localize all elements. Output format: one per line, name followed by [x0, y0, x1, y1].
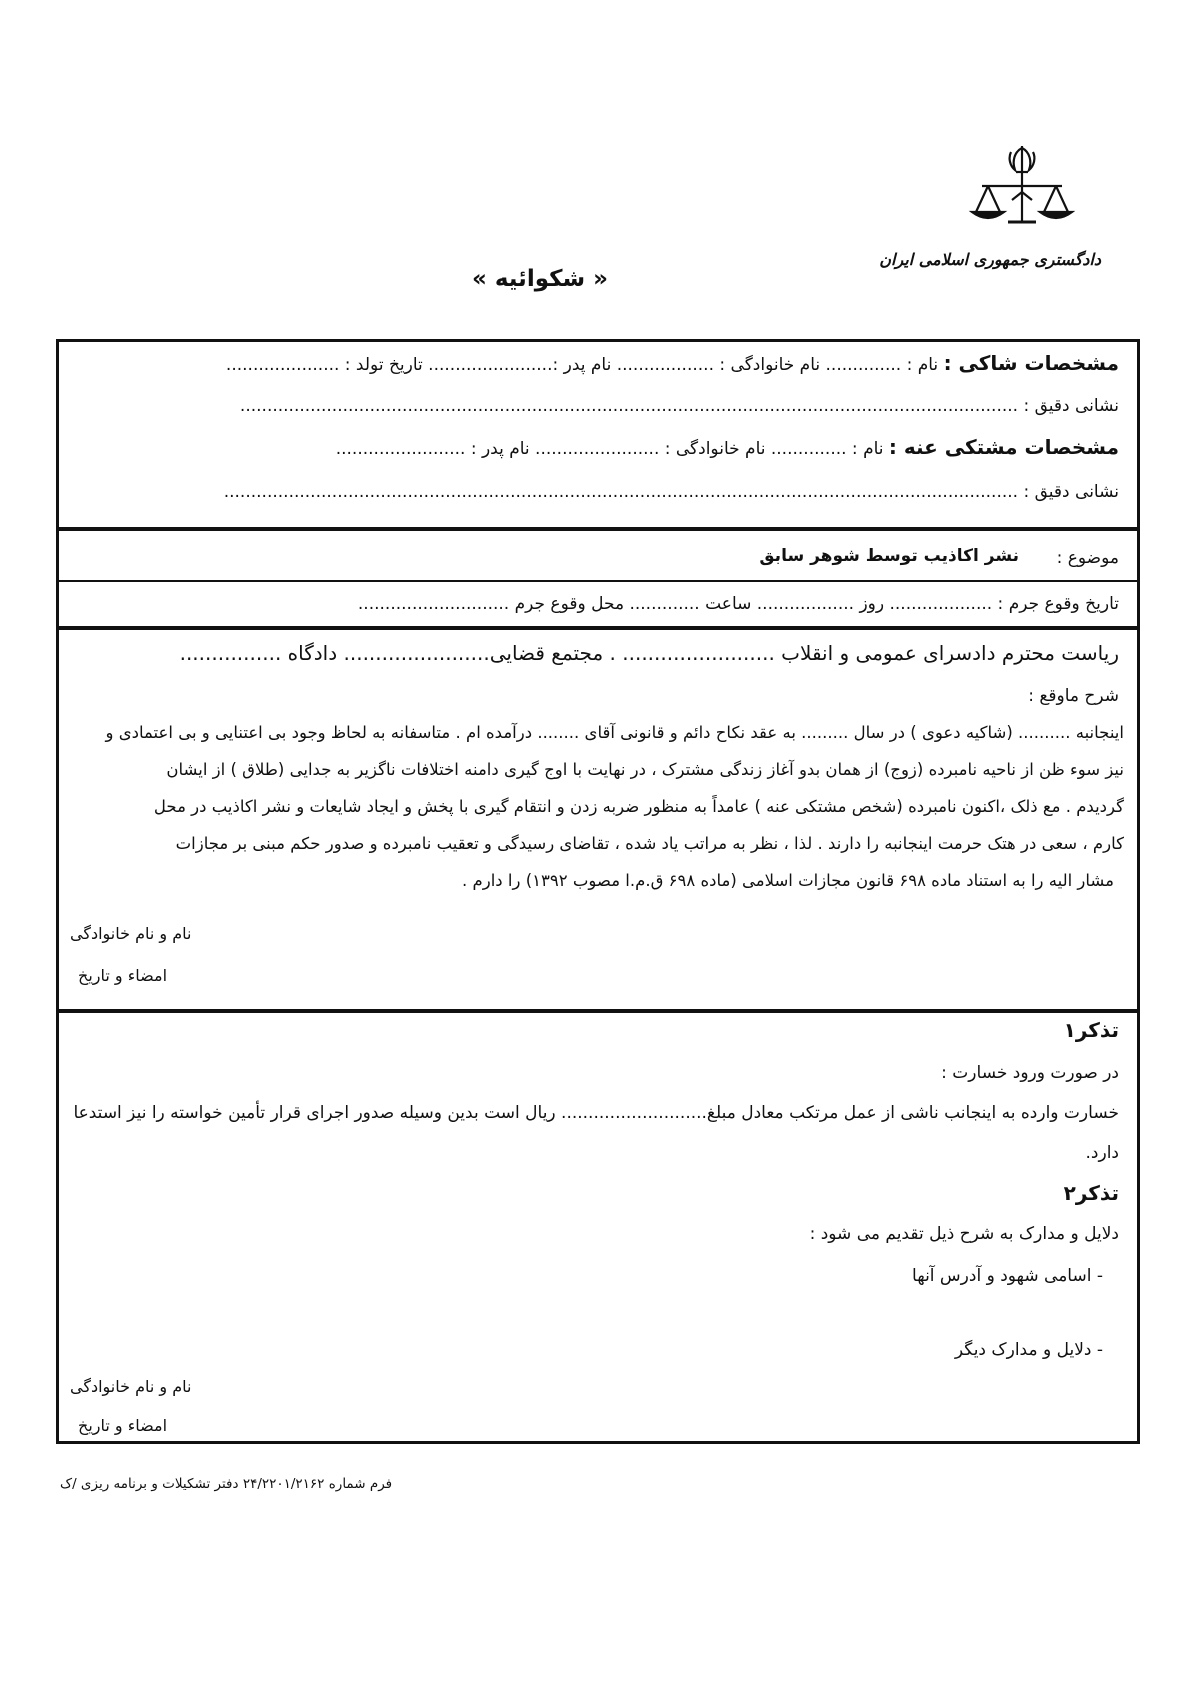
defendant-details: نام : .............. نام خانوادگی : ....................... نام پدر : ........................ — [335, 439, 884, 459]
complainant-heading: مشخصات شاکی : — [943, 351, 1119, 375]
subject-label: موضوع : — [1056, 548, 1119, 568]
form-number-footer: فرم شماره ۲۴/۲۲۰۱/۲۱۶۲ دفتر تشکیلات و برنامه ریزی /ک — [60, 1476, 393, 1492]
defendant-heading: مشخصات مشتکی عنه : — [888, 435, 1119, 459]
signature-sign-label: امضاء و تاریخ — [78, 966, 168, 985]
section-divider — [56, 626, 1140, 630]
subject-value: نشر اکاذیب توسط شوهر سابق — [759, 546, 1019, 566]
note-1-line-3: دارد. — [1085, 1143, 1119, 1163]
description-line: گردیدم . مع ذلک ،اکنون نامبرده (شخص مشتکی عنه ) عامداً به منظور ضربه زدن و انتقام گیری با پخش و ایجاد شایعات و نشر اکاذیب در محل — [153, 797, 1124, 816]
defendant-details-row — [336, 435, 1119, 461]
judiciary-emblem-icon — [968, 142, 1076, 238]
addressee-line: ریاست محترم دادسرای عمومی و انقلاب ........................ . مجتمع قضایی....................... دادگاه ................ — [179, 641, 1119, 665]
complainant-address: نشانی دقیق : ................................................................................................................................................ — [239, 396, 1119, 416]
description-line: اینجانبه .......... (شاکیه دعوی ) در سال ......... به عقد نکاح دائم و قانونی آقای ........ درآمده ام . متاسفانه به لحاظ وجود بی اعتنایی و بی اعتمادی و — [105, 723, 1124, 742]
form-title: « شکوائیه » — [471, 266, 608, 292]
note-2-item-witnesses: - اسامی شهود و آدرس آنها — [912, 1266, 1103, 1286]
crime-time-row: تاریخ وقوع جرم : ................... روز .................. ساعت ............. محل وقوع جرم ............................ — [357, 594, 1119, 614]
signature-sign-label: امضاء و تاریخ — [78, 1416, 168, 1435]
note-2-line-1: دلایل و مدارک به شرح ذیل تقدیم می شود : — [809, 1224, 1119, 1244]
defendant-address: نشانی دقیق : ................................................................................................................................................... — [223, 482, 1119, 502]
note-2-item-evidence: - دلایل و مدارک دیگر — [954, 1340, 1103, 1360]
description-line: مشار الیه را به استناد ماده ۶۹۸ قانون مجازات اسلامی (ماده ۶۹۸ ق.م.ا مصوب ۱۳۹۲) را دارم . — [462, 871, 1114, 890]
description-label: شرح ماوقع : — [1028, 686, 1119, 706]
description-line: نیز سوء ظن از ناحیه نامبرده (زوج) از همان بدو آغاز زندگی مشترک ، در نهایت با اوج گیری دامنه اختلافات ناگزیر به جدایی (طلاق ) از ایشان — [166, 760, 1124, 779]
complainant-details-row — [226, 351, 1119, 377]
section-divider — [56, 580, 1140, 582]
description-line: کارم ، سعی در هتک حرمت اینجانبه را دارند . لذا ، نظر به مراتب یاد شده ، تقاضای رسیدگی و تعقیب نامبرده و صدور حکم مبنی بر مجازات — [175, 834, 1124, 853]
section-divider — [56, 1009, 1140, 1013]
signature-name-label: نام و نام خانوادگی — [70, 1377, 192, 1396]
signature-name-label: نام و نام خانوادگی — [70, 924, 192, 943]
note-1-line-1: در صورت ورود خسارت : — [941, 1063, 1119, 1083]
organization-name: دادگستری جمهوری اسلامی ایران — [879, 250, 1101, 269]
note-2-heading: تذکر۲ — [1063, 1181, 1119, 1205]
note-1-heading: تذکر۱ — [1063, 1018, 1119, 1042]
description-body — [66, 714, 1124, 899]
complainant-details: نام : .............. نام خانوادگی : .................. نام پدر :....................... تاریخ تولد : ..................... — [225, 355, 939, 375]
section-divider — [56, 527, 1140, 531]
note-1-line-2: خسارت وارده به اینجانب ناشی از عمل مرتکب معادل مبلغ........................... ریال است بدین وسیله صدور اجرای قرار تأمین خواسته را نیز استدعا — [73, 1103, 1119, 1123]
